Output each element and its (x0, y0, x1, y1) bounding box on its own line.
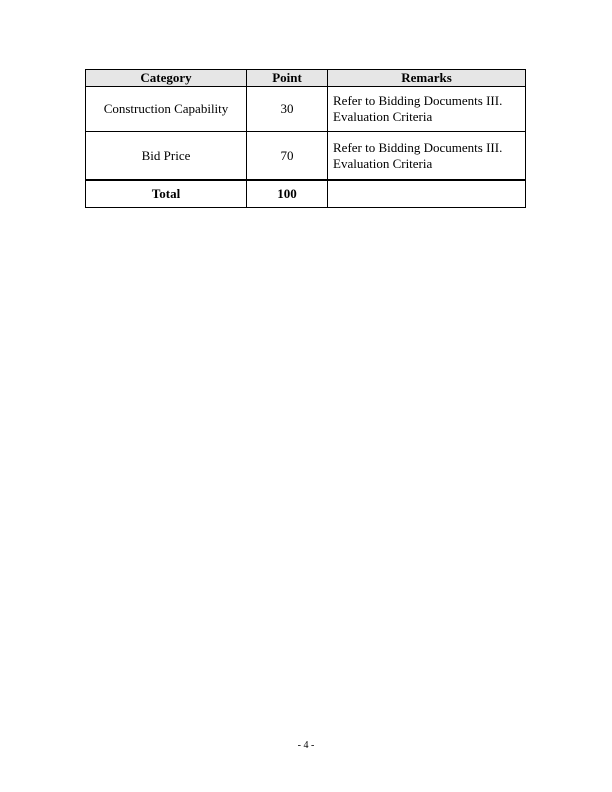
header-category: Category (86, 70, 247, 87)
remarks-line: Refer to Bidding Documents III. (333, 139, 503, 155)
total-point: 100 (247, 180, 328, 208)
total-remarks (328, 180, 526, 208)
category-cell: Bid Price (86, 132, 247, 181)
total-row (86, 180, 526, 208)
header-point: Point (247, 70, 328, 87)
remarks-cell (328, 132, 526, 181)
table-row (86, 87, 526, 132)
remarks-line: Refer to Bidding Documents III. (333, 93, 503, 108)
header-remarks: Remarks (328, 70, 526, 87)
evaluation-table (85, 69, 526, 208)
remarks-line: Evaluation Criteria (333, 155, 433, 171)
point-cell: 70 (247, 132, 328, 181)
table-header-row (86, 70, 526, 87)
remarks-line: Evaluation Criteria (333, 109, 433, 124)
category-cell: Construction Capability (86, 87, 247, 132)
point-cell: 30 (247, 87, 328, 132)
table-row (86, 132, 526, 181)
remarks-cell (328, 87, 526, 132)
page-number: - 4 - (297, 740, 315, 751)
total-label: Total (86, 180, 247, 208)
